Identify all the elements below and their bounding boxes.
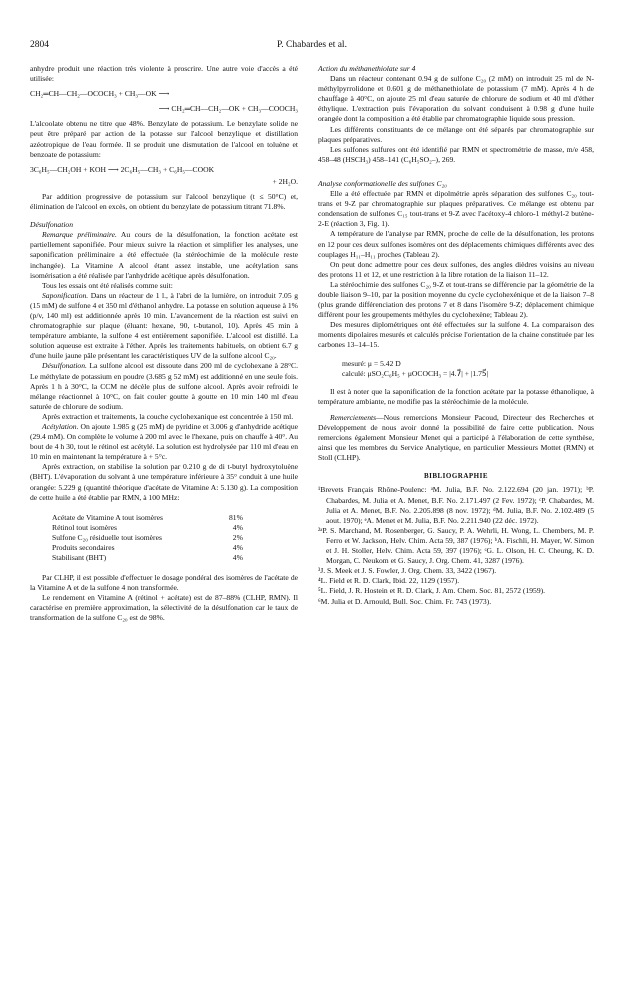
paragraph: Il est à noter que la saponification de la fonction acétate par la potasse éthanolique, à température ambiante, ne modifie pas la stéréochimie de la molécule. [318,386,594,406]
table-cell-name: Produits secondaires [52,542,115,552]
table-cell-name: Rétinol tout isomères [52,522,117,532]
paragraph: Elle a été effectuée par RMN et dipolmétrie après séparation des sulfones C₂₀ tout-trans et 9-Z par chromatographie sur plaques préparatives. Ce mélange est obtenu par condensation de sulfones C₁₅ tout-trans et 9-Z avec l'acétoxy-4 chloro-1 méthyl-2 butène-2-E (réaction 3, Fig. 1). [318,189,594,229]
table-cell-name: Stabilisant (BHT) [52,552,107,562]
paragraph-body: On ajoute 1.985 g (25 mM) de pyridine et 3.006 g d'anhydride acétique (29.4 mM). On complète le volume à 200 ml avec le l'hexane, puis on chauffe à 40°. Au bout de 4 h 30, tout le rétinol est acétylé. La solution est hydrolysée par 110 ml d'eau en 10 min en maintenant la température à + 5°c. [30,422,298,462]
reference-item: ³J. S. Meek et J. S. Fowler, J. Org. Chem. 33, 3422 (1967). [318,566,497,576]
paragraph: A température de l'analyse par RMN, proche de celle de la désulfonation, les protons en 12 pour ces deux sulfones isomères ont des déplacements chimiques différents avec des couplages H₁₁–H₁₁ proches (Tableau 2). [318,229,594,259]
paragraph: Dans un réacteur contenant 0.94 g de sulfone C₂₀ (2 mM) on introduit 25 ml de N-méthylpyrrolidone et 0.601 g de méthanethiolate de potassium (7 mM). Après 4 h de chauffage à 40°C, on ajoute 25 ml d'eau saturée de chlorure de sodium et 40 ml d'éther éthylique. L'extraction puis l'évaporation du solvant conduisent à 0.98 g d'une huile orangée dont la composition a été établie par chromatographie liquide sous pression. [318,74,594,124]
page-header [30,40,594,54]
page-number: 2804 [30,40,49,50]
paragraph: Les sulfones sulfures ont été identifié par RMN et spectrométrie de masse, m/e 458, 458–48 (HSCH₃) 458–141 (C₆H₅SO₂–), 269. [318,144,594,164]
paragraph-body: Dans un réacteur de 1 l., à l'abri de la lumière, on introduit 7.05 g (15 mM) de sulfone 4 et 350 ml d'éthanol anhydre. La potasse en solution aqueuse à 1% (p/v, 140 ml) est additionnée après 10 min. L'avancement de la réaction est suivi en chromatographie sur plaque (éluant: hexane, 90, t-butanol, 10). Après 45 min à température ambiante, la sulfone 4 est entièrement saponifiée. L'alcool est distillé. La solution aqueuse est extraite à l'éther. Après les traitements habituels, on obtient 6.7 g d'une huile jaune pâle présentant les caractéristiques UV de la sulfone alcool C₂₀. [30,290,298,361]
paragraph [30,422,298,462]
paragraph: Le rendement en Vitamine A (rétinol + acétate) est de 87–88% (CLHP, RMN). Il caractérise en première approximation, la sélectivité de la désulfonation car le taux de transformation de la sulfone C₂₀ est de 98%. [30,592,298,623]
paragraph [30,291,298,362]
section-heading: Désulfonation [30,220,74,230]
section-heading: Analyse conformationelle des sulfones C₂₀ [318,178,447,188]
paragraph-lead: Désulfonation. [42,361,87,371]
equation-benzyl-line-2: + 2H₂O. [272,176,298,186]
reference-item: ⁶M. Julia et D. Arnould, Bull. Soc. Chim. Fr. 743 (1973). [318,596,492,606]
table-row [52,523,249,533]
paragraph: Les différents constituants de ce mélange ont été séparés par chromatographie sur plaques préparatives. [318,124,594,144]
paragraph: Après extraction, on stabilise la solution par 0.210 g de di t-butyl hydroxytoluène (BHT). L'évaporation du solvant à une température inférieure à 35° conduit à une huile orangée: 5.229 g (quantité théorique d'acétate de Vitamine A: 5.130 g). La composition de cette huile a été établie par RMN, à 100 MHz: [30,462,298,502]
paragraph-lead: Remarque préliminaire. [42,230,117,240]
acknowledgements-body: —Nous remercions Monsieur Pacoud, Directeur des Recherches et Développement de nous avoir donné la possibilité de faire cette publication. Nous remercions également Monsieur Menet qui a participé à l'élaboration de cette synthèse, ainsi que les membres du Service Analytique, en particulier Messieurs Mottet (RMN) et Stoll (CLHP). [318,412,594,463]
table-cell-value: 4% [232,552,243,562]
paragraph: L'alcoolate obtenu ne titre que 48%. Benzylate de potassium. Le benzylate solide ne peut être préparé par action de la potasse sur l'alcool benzylique et distillation azéotropique de l'eau formée. Il se produit une dismutation de l'alcool en toluène et benzoate de potassium: [30,119,298,159]
paragraph: Après extraction et traitements, la couche cyclohexanique est concentrée à 150 ml. [42,411,294,421]
table-cell-name: Sulfone C₂₀ résiduelle tout isomères [52,532,162,542]
paragraph: Tous les essais ont été réalisés comme suit: [42,280,173,290]
equation-allyl-line-1: CH₂═CH—CH₂—OCOCH₃ + CH₃—OK ⟶ [30,89,170,99]
composition-table [52,513,249,563]
paragraph-body: La sulfone alcool est dissoute dans 200 ml de cyclohexane à 28°C. Le méthylate de potassium en poudre (3.685 g 52 mM) est additionné en une seule fois. Après 1 h à 30°C, la CCM ne décèle plus de sulfone alcool. Après avoir refroidi le mélange réactionnel à 10°C, on fait couler goutte à goutte en 10 min 140 ml d'eau saturée de chlorure de sodium. [30,361,298,411]
equation-allyl-line-2: ⟶ CH₂═CH—CH₂—OK + CH₃—COOCH₃ [158,104,298,114]
paragraph: anhydre produit une réaction très violente à proscrire. Une autre voie d'accès a été utilisée: [30,64,298,84]
paragraph: Par addition progressive de potassium sur l'alcool benzylique (t ≤ 50°C) et, élimination de l'alcool en excès, on obtient du benzylate de potassium titrant 71.8%. [30,191,298,212]
table-row [52,543,249,553]
paragraph: Par CLHP, il est possible d'effectuer le dosage pondéral des isomères de l'acétate de la Vitamine A et de la sulfone 4 non transformée. [30,572,298,592]
reference-item: ²ᵃP. S. Marchand, M. Rosenberger, G. Saucy, P. A. Wehrli, H. Wong, L. Chembers, M. P. Ferro et W. Jackson, Helv. Chim. Acta 59, 387 (1976); ᵇA. Fischli, H. Mayer, W. Simon et J. H. Stoller, Helv. Chim. Acta 59, 397 (1976); ᶜG. L. Olson, H. C. Cheung, K. D. Morgan, C. Neukom et G. Saucy, J. Org. Chem. 41, 3287 (1976). [318,525,594,566]
paragraph-lead: Saponification. [42,290,89,300]
dipole-measurement [342,359,594,379]
paragraph-body: Au cours de la désulfonation, la fonction acétate est partiellement saponifiée. Pour mieux suivre la réaction et simplifier les analyses, une saponification préliminaire a été effectuée (la stéréochimie de la molécule reste inchangée). La Vitamine A alcool étant assez instable, une acétylation sans isomérisation a été réalisée par l'anhydride acétique après désulfonation. [30,230,298,280]
paragraph: Des mesures diplométriques ont été effectuées sur la sulfone 4. La comparaison des moments dipolaires mesurés et calculés précise l'orientation de la chaine constituée par les carbones 13–14–15. [318,320,594,350]
paragraph: La stéréochimie des sulfones C₂₀ 9-Z et tout-trans se différencie par la géométrie de la double liaison 9–10, par la position moyenne du cycle cyclohexénique et de la liaison 7–8 (plus grande différenciation des protons 7 et 8 dans l'isomère 9-Z; déplacement chimique différent pour les groupements méthyles du cyclohexène; Tableau 2). [318,279,594,320]
table-row [52,513,249,523]
paragraph-lead: Acétylation. [42,422,79,431]
paragraph: On peut donc admettre pour ces deux sulfones, des angles dièdres voisins au niveau des protons 11 et 12, et une restriction à la libre rotation de la liaison 11–12. [318,259,594,279]
running-head: P. Chabardes et al. [277,40,347,50]
table-cell-value: 4% [232,522,243,532]
reference-item: ⁴L. Field et R. D. Clark, Ibid. 22, 1129 (1957). [318,576,460,586]
paragraph [30,361,298,411]
equation-benzyl-line-1: 3C₆H₅—CH₂OH + KOH ⟶ 2C₆H₅—CH₃ + C₆H₅—COOK [30,164,215,174]
calculated-value: calculé: μSO₂C₆H₅ + μOCOCH₃ = |4.7⃗| + |1.75⃗| [342,368,489,378]
section-heading: Action du méthanethiolate sur 4 [318,64,416,73]
table-cell-value: 81% [228,512,243,522]
table-row [52,533,249,543]
table-cell-name: Acétate de Vitamine A tout isomères [52,512,163,522]
left-column [30,64,298,623]
reference-item: ⁵L. Field, J. R. Hostein et R. D. Clark, J. Am. Chem. Soc. 81, 2572 (1959). [318,586,546,596]
table-row [52,553,249,563]
reference-item: ¹Brevets Français Rhône-Poulenc: ᵃM. Julia, B.F. No. 2.122.694 (20 jan. 1971); ᵇP. Chabardes, M. Julia et A. Menet, B.F. No. 2.171.497 (2 Fev. 1972); ᶜP. Chabardes, M. Julia et A. Menet, B.F. No. 2.205.898 (8 nov. 1972); ᵈM. Julia, B.F. No. 2.102.489 (5 aout. 1970); ᵉA. Menet et M. Julia, B.F. No. 2.211.940 (22 déc. 1972). [318,485,594,525]
right-column [318,64,594,607]
table-cell-value: 2% [232,532,243,542]
measured-value: mesuré: μ = 5.42 D [342,358,401,368]
bibliography-heading: BIBLIOGRAPHIE [423,472,489,481]
paragraph [30,230,298,280]
acknowledgements [318,413,594,463]
acknowledgements-lead: Remerciements [330,412,377,422]
table-cell-value: 4% [232,542,243,552]
